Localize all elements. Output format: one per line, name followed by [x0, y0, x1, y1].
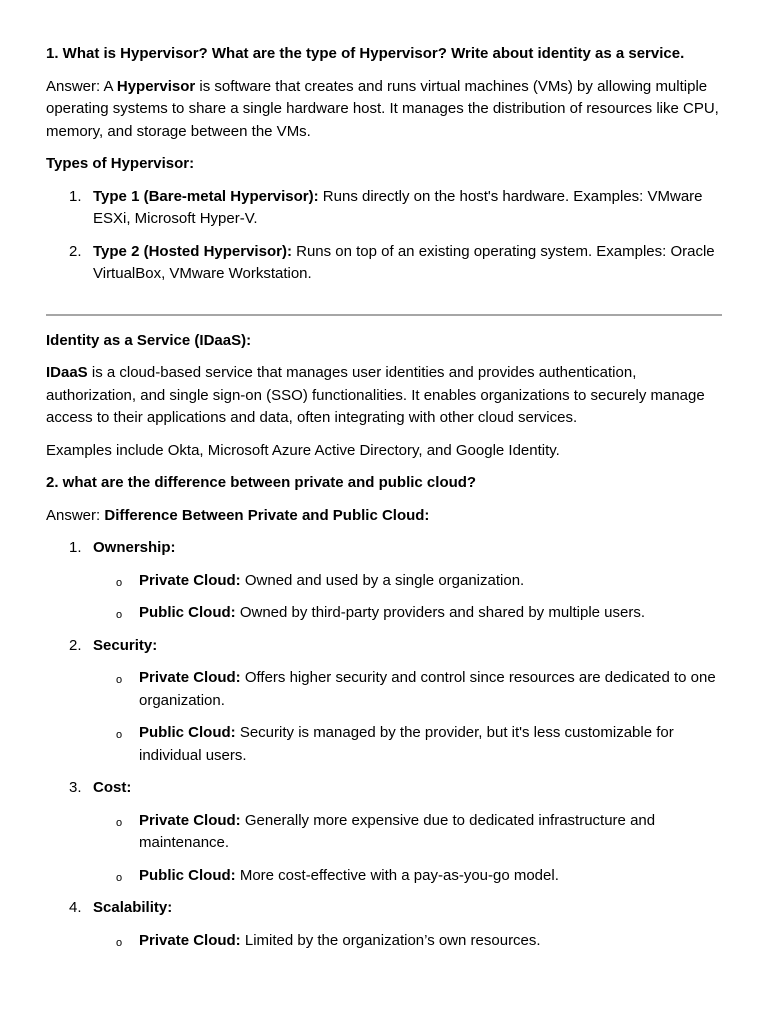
sub-list-item — [93, 722, 722, 767]
question-2-title: 2. what are the difference between private and public cloud? — [46, 474, 477, 491]
sub-text: Security is managed by the provider, but it's less customizable for individual users. — [139, 724, 674, 764]
category-label: Scalability: — [93, 899, 173, 916]
circle-bullet-icon: o — [116, 871, 123, 884]
sub-list — [93, 570, 722, 625]
sub-list — [93, 930, 722, 953]
sub-label: Public Cloud: — [139, 604, 236, 621]
circle-bullet-icon: o — [116, 674, 123, 686]
hypervisor-types-list — [46, 186, 722, 286]
question-1-title: 1. What is Hypervisor? What are the type of Hypervisor? Write about identity as a service. — [46, 45, 685, 62]
list-item — [46, 241, 722, 286]
sub-list-item — [93, 602, 722, 625]
category-label: Security: — [93, 636, 158, 654]
sub-text: Generally more expensive due to dedicated infrastructure and maintenance. — [139, 811, 656, 851]
list-number: 1. — [69, 187, 82, 205]
sub-label: Public Cloud: — [139, 724, 236, 741]
sub-list-item — [93, 865, 722, 888]
type-label: Type 1 (Bare-metal Hypervisor): — [93, 187, 319, 205]
list-item — [46, 186, 722, 231]
idaas-paragraph — [46, 362, 722, 430]
sub-label: Private Cloud: — [139, 811, 241, 829]
list-number: 4. — [69, 899, 82, 916]
difference-heading: Difference Between Private and Public Cloud: — [104, 506, 430, 524]
list-number: 3. — [69, 779, 82, 796]
sub-list — [93, 667, 722, 767]
circle-bullet-icon: o — [116, 576, 123, 589]
sub-list-item — [93, 570, 722, 593]
types-heading: Types of Hypervisor: — [46, 155, 195, 172]
type-label: Type 2 (Hosted Hypervisor): — [93, 242, 292, 260]
list-number: 1. — [69, 539, 82, 556]
idaas-term: IDaaS — [46, 364, 88, 381]
type-text: Runs directly on the host's hardware. Examples: VMware ESXi, Microsoft Hyper-V. — [93, 187, 703, 227]
circle-bullet-icon: o — [116, 729, 123, 741]
hypervisor-term: Hypervisor — [116, 77, 196, 95]
sub-text: Offers higher security and control since resources are dedicated to one organization. — [139, 669, 716, 709]
sub-list — [93, 810, 722, 888]
idaas-heading: Identity as a Service (IDaaS): — [46, 331, 252, 349]
sub-label: Private Cloud: — [139, 669, 241, 686]
sub-label: Public Cloud: — [139, 866, 236, 884]
type-text: Runs on top of an existing operating system. Examples: Oracle VirtualBox, VMware Workstation. — [93, 242, 715, 282]
list-number: 2. — [69, 636, 82, 654]
sub-text: Owned and used by a single organization. — [240, 571, 525, 589]
circle-bullet-icon: o — [116, 936, 123, 949]
list-number: 2. — [69, 242, 82, 260]
list-item — [46, 777, 722, 887]
sub-list-item — [93, 810, 722, 855]
sub-list-item — [93, 930, 722, 953]
sub-label: Private Cloud: — [139, 931, 241, 949]
differences-list — [46, 537, 722, 952]
sub-text: More cost-effective with a pay-as-you-go model. — [235, 866, 559, 884]
circle-bullet-icon: o — [116, 609, 123, 621]
category-label: Ownership: — [93, 539, 176, 556]
answer-text: is software that creates and runs virtual machines (VMs) by allowing multiple operating systems to share a single hardware host. It manages the distribution of resources like CPU, memory, and storage between the VMs. — [46, 77, 719, 140]
answer-prefix: Answer: A — [46, 77, 117, 95]
sub-list-item — [93, 667, 722, 712]
answer-prefix: Answer: — [46, 506, 105, 524]
list-item — [46, 537, 722, 625]
horizontal-divider — [46, 314, 722, 316]
list-item — [46, 897, 722, 952]
idaas-examples: Examples include Okta, Microsoft Azure Active Directory, and Google Identity. — [46, 441, 560, 459]
list-item — [46, 635, 722, 768]
question-2-answer — [46, 505, 722, 528]
idaas-text: is a cloud-based service that manages user identities and provides authentication, authorization, and single sign-on (SSO) functionalities. It enables organizations to securely manage access to their applications and data, often integrating with other cloud services. — [46, 364, 705, 426]
question-1-answer — [46, 76, 722, 144]
category-label: Cost: — [93, 779, 132, 796]
sub-label: Private Cloud: — [139, 571, 241, 589]
sub-text: Limited by the organization’s own resources. — [240, 931, 541, 949]
sub-text: Owned by third-party providers and shared by multiple users. — [235, 604, 646, 621]
circle-bullet-icon: o — [116, 816, 123, 829]
